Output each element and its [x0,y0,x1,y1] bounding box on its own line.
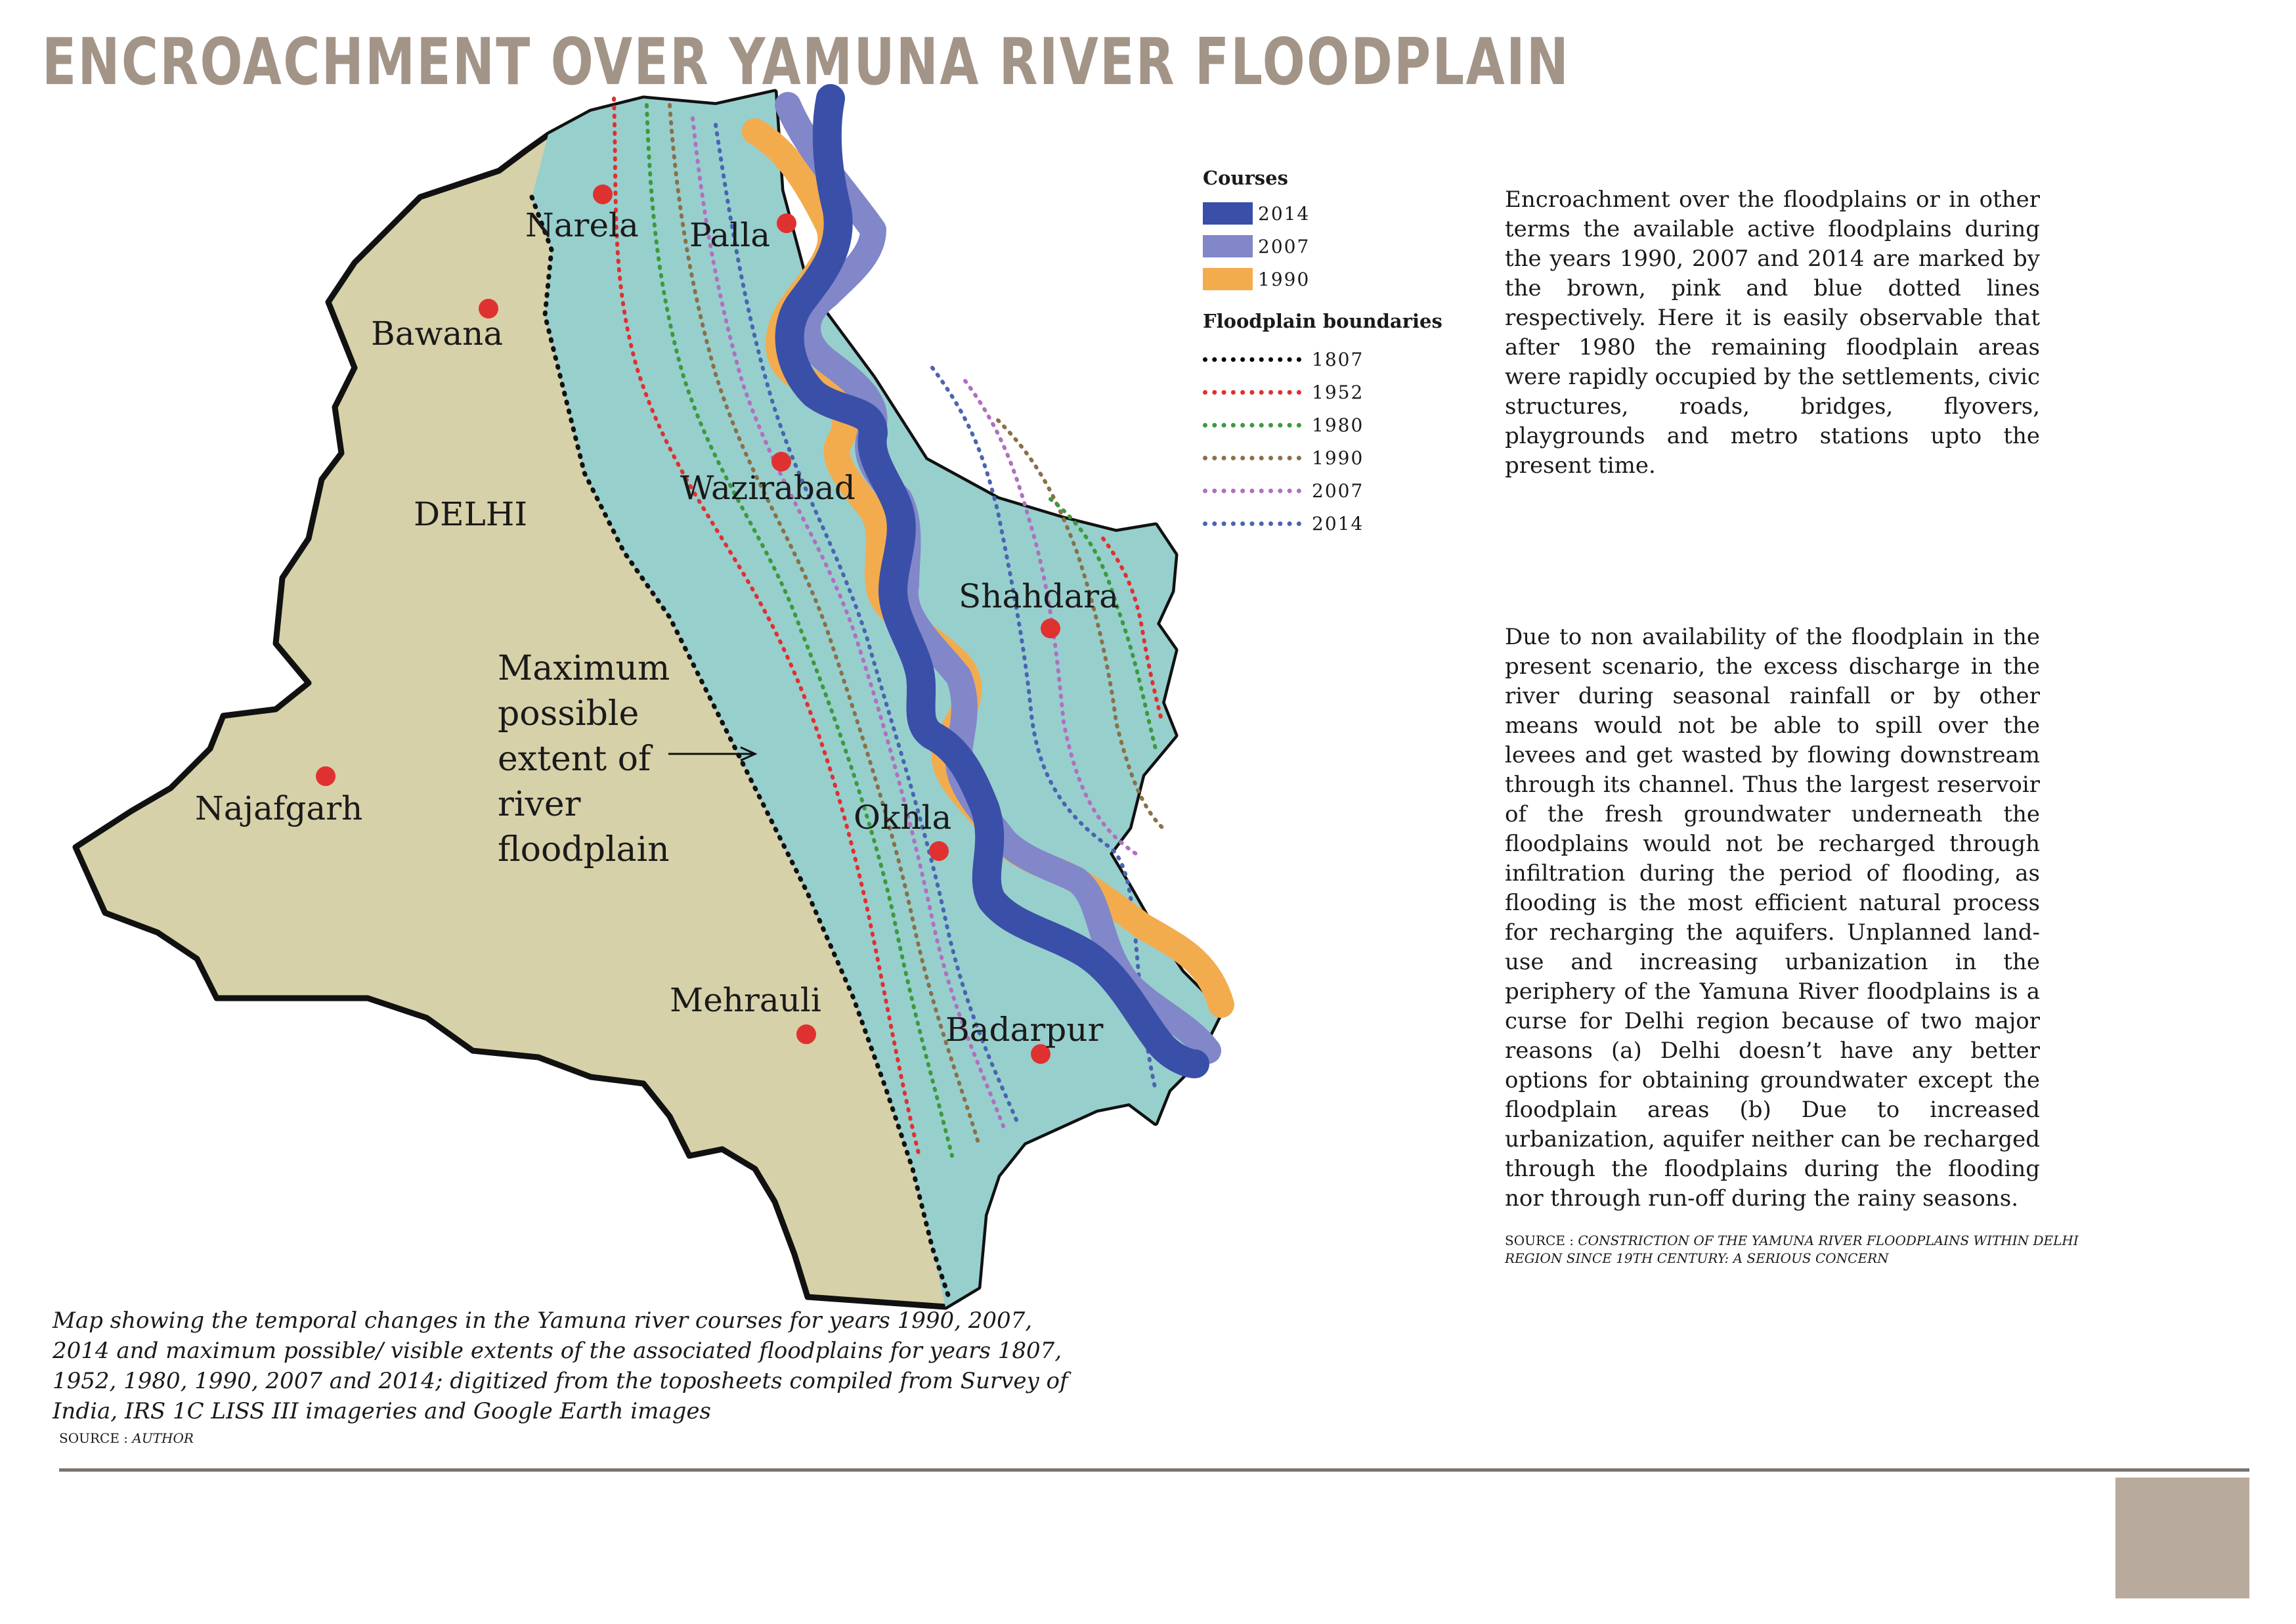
footer-color-block [2115,1478,2249,1598]
source-left-author: AUTHOR [132,1430,194,1446]
source-left-prefix: SOURCE : [59,1430,133,1446]
label-delhi: DELHI [414,495,528,533]
legend-label: 2007 [1312,479,1364,502]
label-mehrauli: Mehrauli [670,981,821,1019]
annotation-line-5: floodplain [498,830,670,869]
label-narela: Narela [525,206,639,244]
page-title: ENCROACHMENT OVER YAMUNA RIVER FLOODPLAIN [42,25,1570,100]
legend-label: 1990 [1258,268,1310,290]
legend-courses-heading: Courses [1203,167,1288,189]
source-citation-left [59,1430,194,1446]
source-right-prefix: SOURCE : [1505,1233,1578,1248]
description-paragraph-2: Due to non availability of the floodplain in the present scenario, the excess discharge in the river during seasonal rainfall or by other means would not be able to spill over the levees and get wasted by flowing downstream through its channel. Thus the largest reservoir of the fresh groundwater underneath the floodplains would not be recharged through infiltration during the period of flooding, as flooding is the most efficient natural process for recharging the aquifers. Unplanned land-use and increasing urbanization in the periphery of the Yamuna River floodplains is a curse for Delhi region because of two major reasons (a) Delhi doesn’t have any better options for obtaining groundwater except the floodplain areas (b) Due to increased urbanization, aquifer neither can be recharged through the floodplains during the flooding nor through run-off during the rainy seasons. [1505,624,2040,1212]
annotation-line-3: extent of [498,739,651,779]
legend-swatch [1203,268,1253,290]
legend-label: 2014 [1258,202,1310,225]
legend-course-2007 [1203,230,1479,263]
marker-narela [593,185,613,204]
label-palla: Palla [689,216,770,254]
source-citation-right [1505,1232,2083,1267]
legend-dotline [1203,390,1301,395]
legend-floodplain-heading: Floodplain boundaries [1203,310,1442,332]
legend-dotline [1203,489,1301,493]
legend-swatch [1203,235,1253,257]
marker-shahdara [1041,619,1060,638]
legend-boundary-1807 [1203,343,1479,376]
annotation-line-4: river [498,785,581,824]
legend-course-1990 [1203,263,1479,296]
map-caption: Map showing the temporal changes in the Yamuna river courses for years 1990, 2007, 2014 and maximum possible/ visible extents of the associated floodplains for years 1807, 1952, 1980, 1990, 2007 and 2014; digitized from the toposheets compiled from Survey of India, IRS 1C LISS III imageries and Google Earth images [53,1307,1068,1424]
source-right-title: CONSTRICTION OF THE YAMUNA RIVER FLOODPLAINS WITHIN DELHI REGION SINCE 19TH CENTURY: A SERIOUS CONCERN [1505,1233,2079,1266]
description-paragraph-1: Encroachment over the floodplains or in other terms the available active floodplains during the years 1990, 2007 and 2014 are marked by the brown, pink and blue dotted lines respectively. Here it is easily observable that after 1980 the remaining floodplain areas were rapidly occupied by the settlements, civic structures, roads, bridges, flyovers, playgrounds and metro stations upto the present time. [1505,187,2040,479]
footer-divider [59,1468,2249,1472]
map-legend [1203,167,1479,540]
floodplain-annotation [498,649,670,869]
legend-boundary-1980 [1203,408,1479,441]
label-najafgarh: Najafgarh [195,789,363,827]
marker-mehrauli [796,1024,816,1044]
legend-dotline [1203,456,1301,460]
annotation-line-1: Maximum [498,649,670,688]
legend-swatch [1203,202,1253,225]
legend-label: 1807 [1312,348,1364,370]
marker-palla [777,213,796,233]
label-bawana: Bawana [371,315,504,353]
marker-najafgarh [316,766,336,786]
label-wazirabad: Wazirabad [680,469,856,507]
legend-label: 2014 [1312,512,1364,535]
label-badarpur: Badarpur [945,1011,1104,1049]
label-okhla: Okhla [854,799,952,837]
annotation-line-2: possible [498,694,639,734]
legend-dotline [1203,357,1301,362]
legend-dotline [1203,521,1301,526]
legend-boundary-1952 [1203,376,1479,408]
legend-label: 2007 [1258,235,1310,257]
legend-label: 1952 [1312,381,1364,403]
legend-label: 1990 [1312,447,1364,469]
legend-boundary-2007 [1203,474,1479,507]
legend-course-2014 [1203,197,1479,230]
legend-boundary-1990 [1203,441,1479,474]
legend-boundary-2014 [1203,507,1479,540]
legend-label: 1980 [1312,414,1364,436]
marker-okhla [929,841,949,861]
legend-dotline [1203,423,1301,428]
label-shahdara: Shahdara [959,577,1119,615]
